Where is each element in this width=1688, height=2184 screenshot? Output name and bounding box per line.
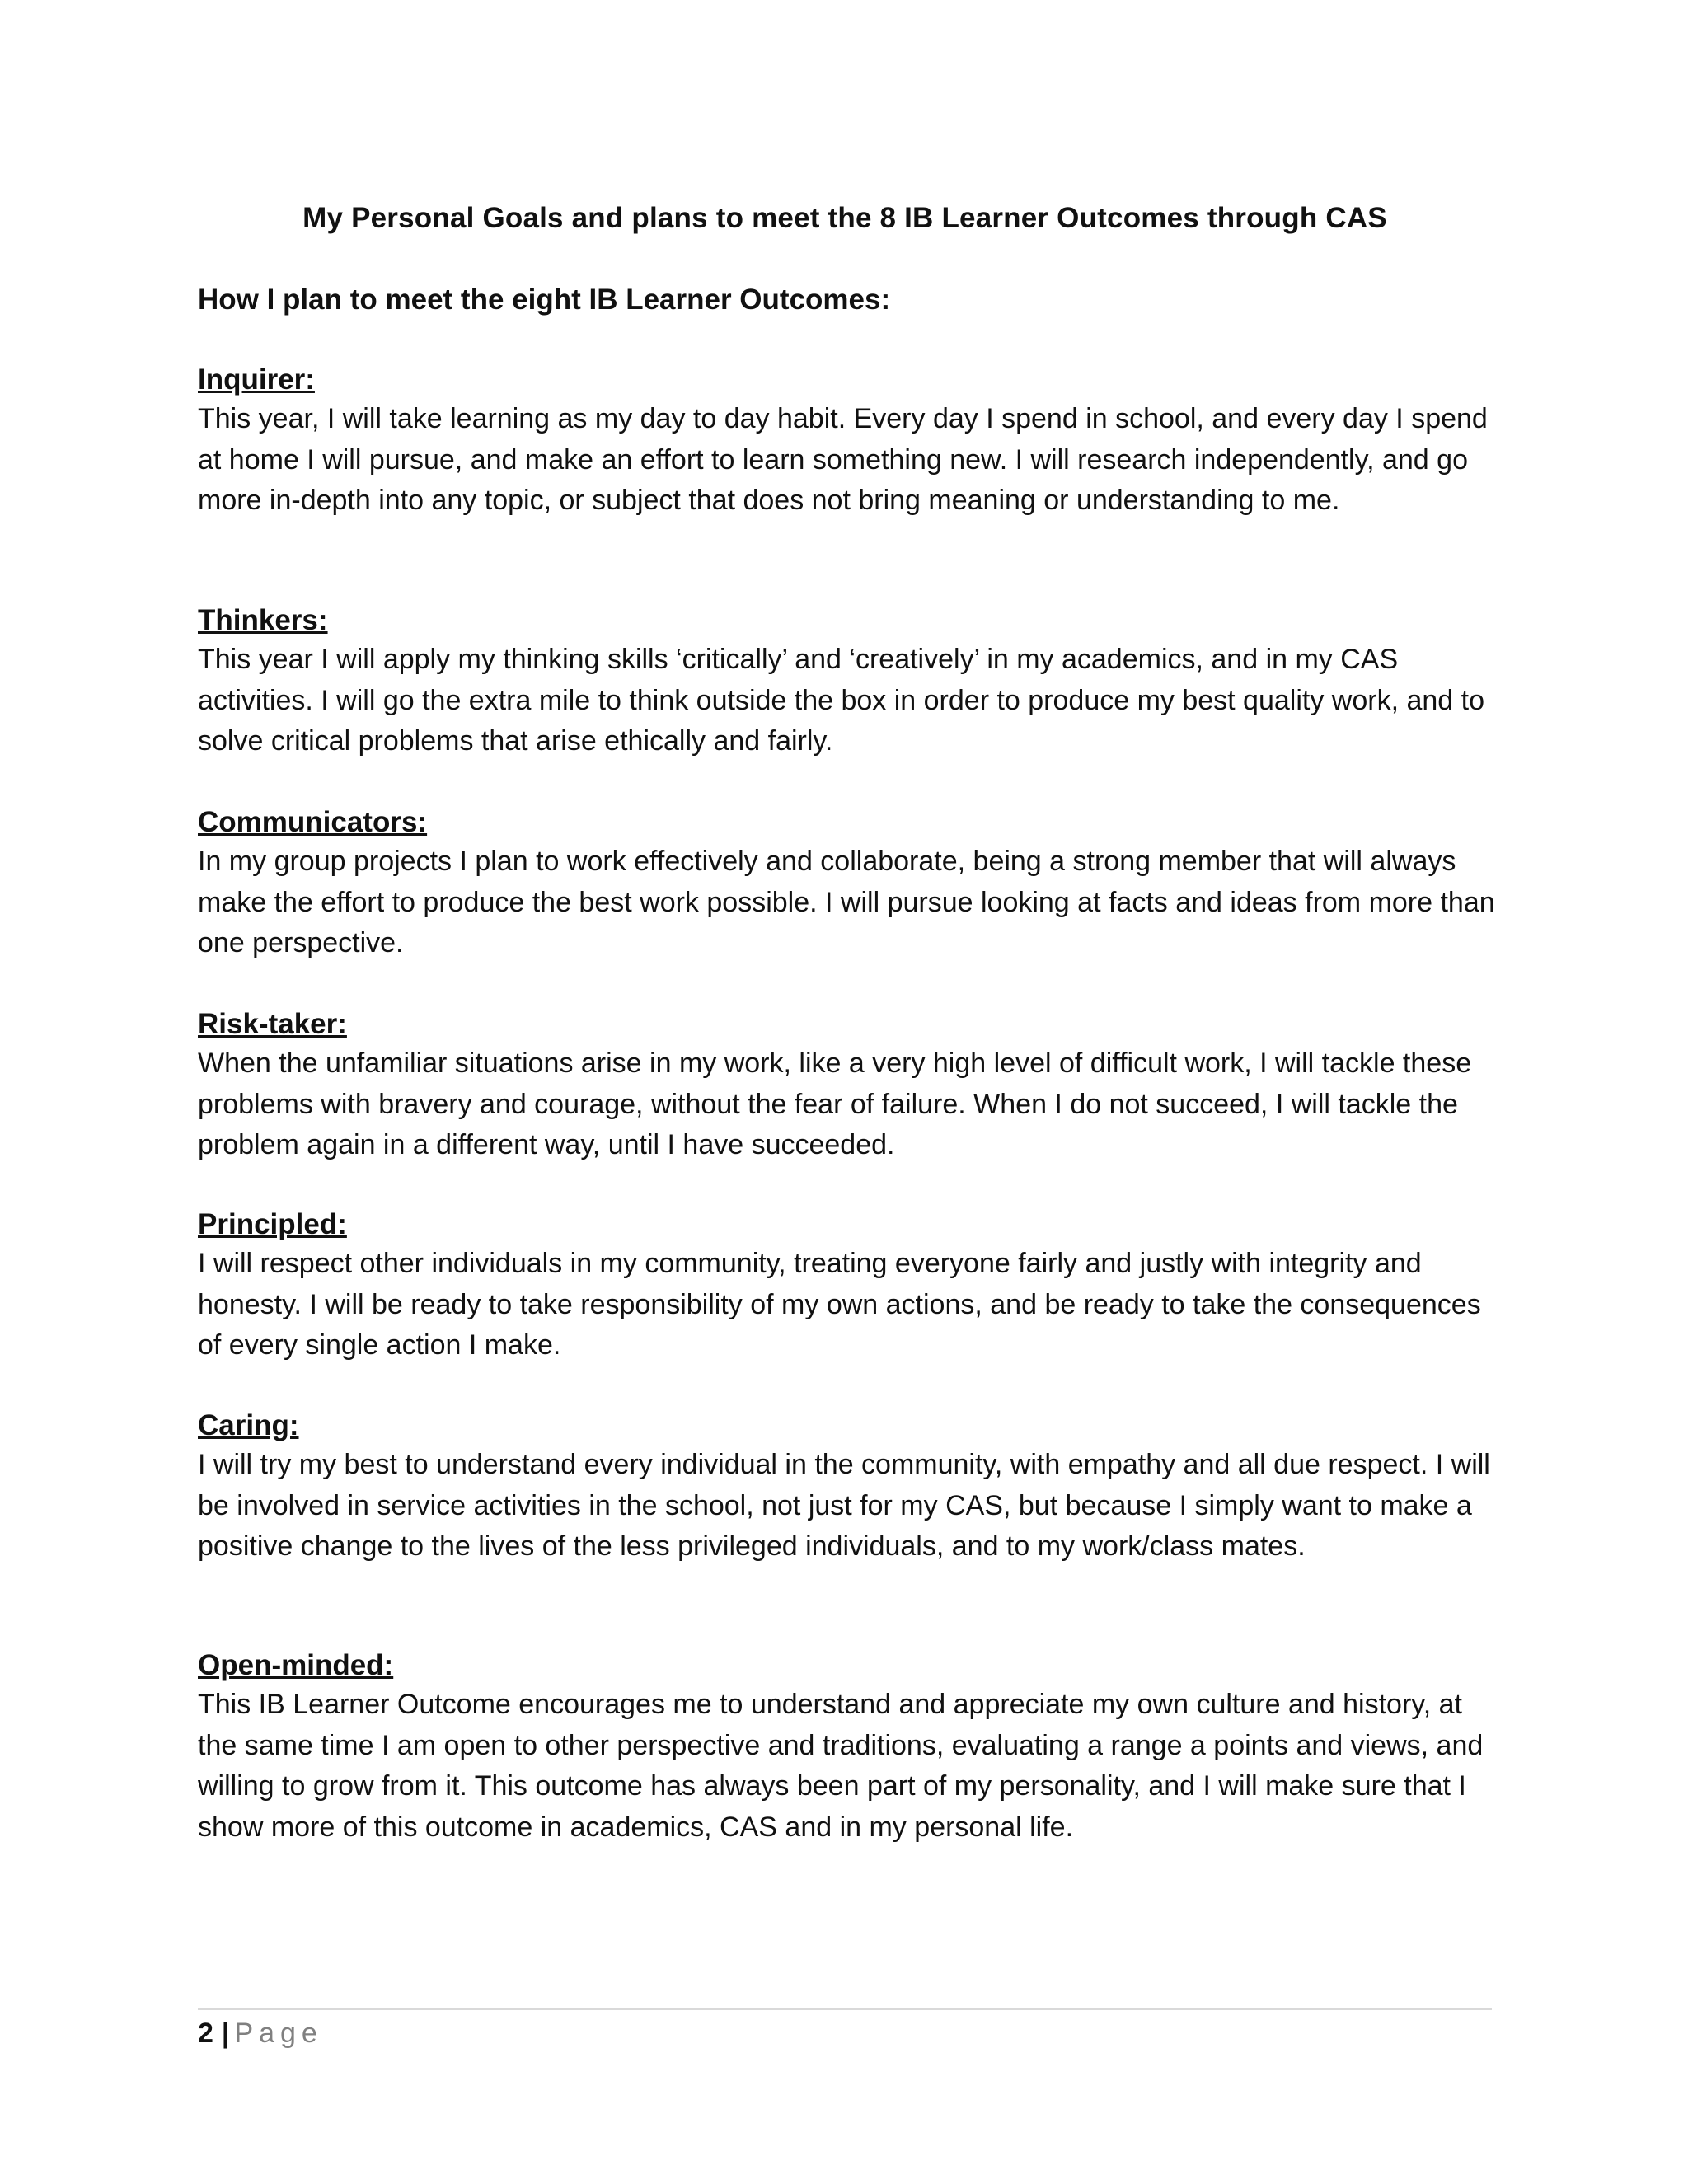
section-open-minded: [198, 1647, 1500, 1848]
section-body-caring: I will try my best to understand every individual in the community, with empathy and all due respect. I will be involved in service activities in the school, not just for my CAS, but because I simply want to make a positive change to the lives of the less privileged individuals, and to my work/class mates.: [198, 1449, 1490, 1562]
section-body-inquirer: This year, I will take learning as my day to day habit. Every day I spend in school, and every day I spend at home I will pursue, and make an effort to learn something new. I will research independently, and go more in-depth into any topic, or subject that does not bring meaning or understanding to me.: [198, 403, 1488, 516]
section-communicators: [198, 804, 1500, 964]
section-thinkers: [198, 602, 1500, 762]
section-heading-principled: Principled:: [198, 1208, 347, 1240]
section-principled: [198, 1206, 1500, 1366]
section-heading-caring: Caring:: [198, 1409, 299, 1441]
section-body-communicators: In my group projects I plan to work effectively and collaborate, being a strong member that will always make the effort to produce the best work possible. I will pursue looking at facts and ideas from more than one perspective.: [198, 846, 1495, 958]
section-heading-risk-taker: Risk-taker:: [198, 1008, 347, 1040]
page-number: 2: [198, 2018, 213, 2049]
section-caring: [198, 1407, 1500, 1568]
section-heading-communicators: Communicators:: [198, 806, 428, 838]
section-risk-taker: [198, 1005, 1500, 1166]
document-title: My Personal Goals and plans to meet the 8 IB Learner Outcomes through CAS: [302, 202, 1387, 234]
section-body-thinkers: This year I will apply my thinking skills ‘critically’ and ‘creatively’ in my academics, and in my CAS activities. I will go the extra mile to think outside the box in order to produce my best quality work, and to solve critical problems that arise ethically and fairly.: [198, 644, 1484, 757]
page-label: Page: [234, 2018, 323, 2049]
section-heading-open-minded: Open-minded:: [198, 1649, 394, 1681]
section-heading-thinkers: Thinkers:: [198, 604, 328, 636]
section-body-risk-taker: When the unfamiliar situations arise in my work, like a very high level of difficult work, I will tackle these problems with bravery and courage, without the fear of failure. When I do not succeed, I will tackle the problem again in a different way, until I have succeeded.: [198, 1047, 1472, 1160]
section-heading-inquirer: Inquirer:: [198, 363, 315, 396]
page-footer: [198, 2014, 323, 2052]
section-inquirer: [198, 361, 1500, 522]
section-body-open-minded: This IB Learner Outcome encourages me to understand and appreciate my own culture and history, at the same time I am open to other perspective and traditions, evaluating a range a points and views, and willing to grow from it. This outcome has always been part of my personality, and I will make sure that I show more of this outcome in academics, CAS and in my personal life.: [198, 1689, 1484, 1843]
section-body-principled: I will respect other individuals in my community, treating everyone fairly and justly with integrity and honesty. I will be ready to take responsibility of my own actions, and be ready to take the consequences of every single action I make.: [198, 1248, 1481, 1361]
document-subtitle: How I plan to meet the eight IB Learner Outcomes:: [198, 284, 891, 316]
footer-divider: [198, 2008, 1492, 2010]
footer-separator: |: [221, 2018, 230, 2049]
